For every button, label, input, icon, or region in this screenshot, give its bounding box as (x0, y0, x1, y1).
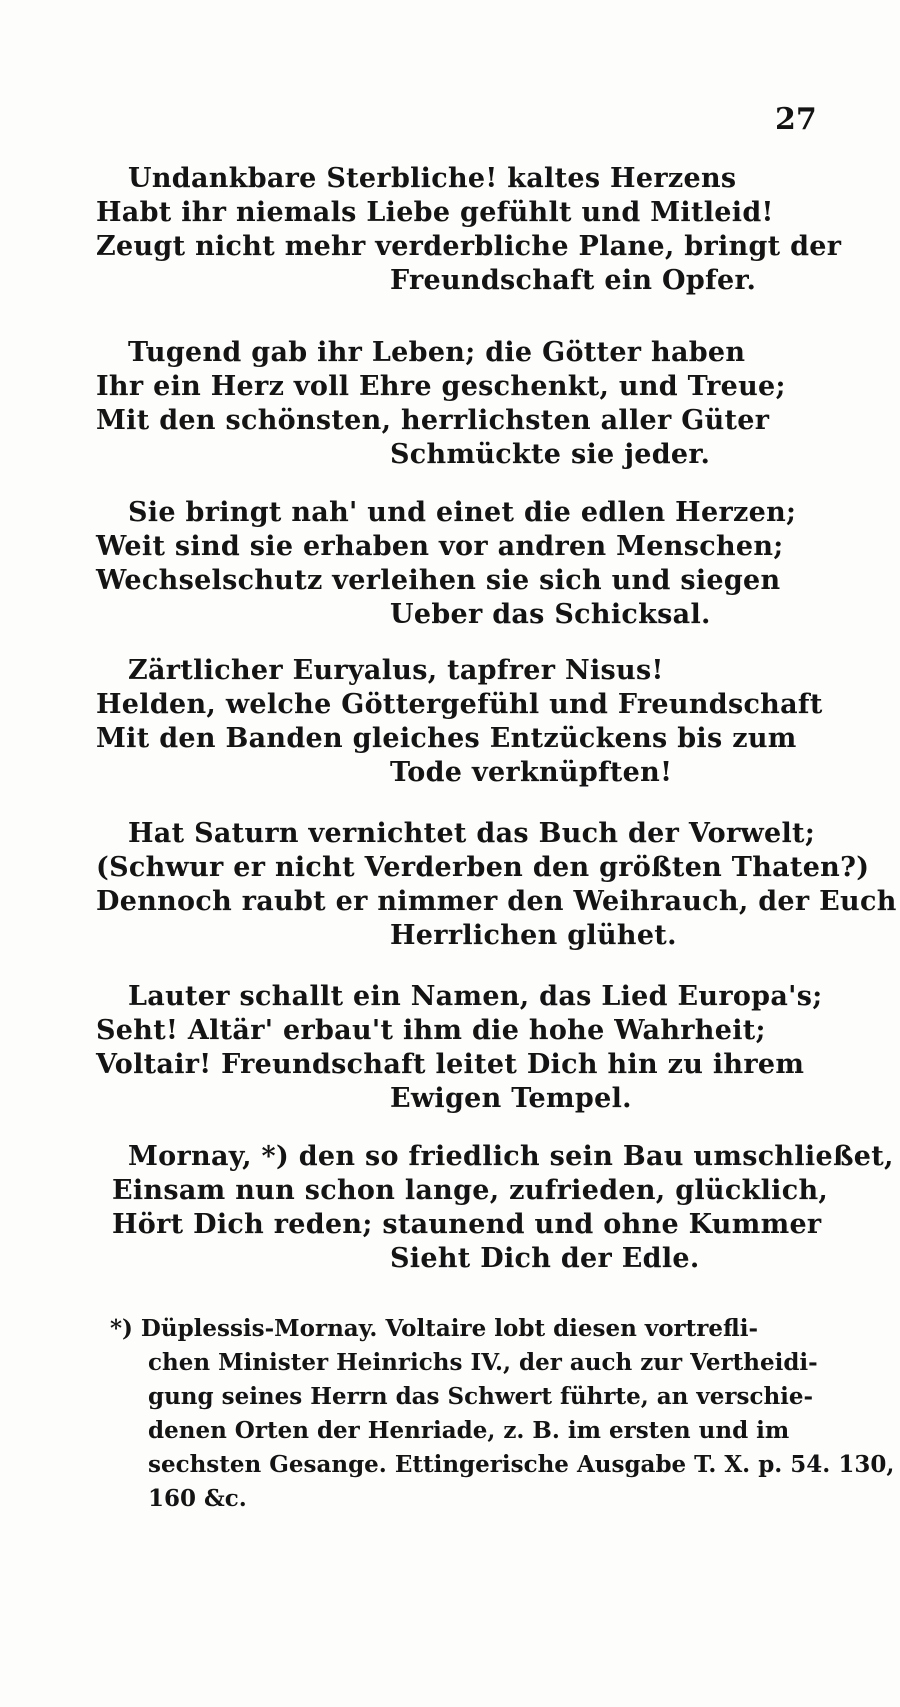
verse-line: Zeugt nicht mehr verderbliche Plane, bringt der (96, 231, 842, 262)
footnote-line: 160 &c. (148, 1485, 247, 1512)
verse-line: Zärtlicher Euryalus, tapfrer Nisus! (128, 655, 664, 686)
footnote (110, 1312, 895, 1516)
verse-line: Schmückte sie jeder. (390, 439, 711, 470)
verse-line: Mornay, *) den so friedlich sein Bau umschließet, (128, 1141, 894, 1172)
verse-line: Sieht Dich der Edle. (390, 1243, 700, 1274)
verse-line: Ueber das Schicksal. (390, 599, 711, 630)
verse-line: Tode verknüpften! (390, 757, 673, 788)
verse-line: Undankbare Sterbliche! kaltes Herzens (128, 163, 737, 194)
verse-line: Wechselschutz verleihen sie sich und siegen (96, 565, 781, 596)
verse-line: Einsam nun schon lange, zufrieden, glücklich, (112, 1175, 829, 1206)
verse-line: Weit sind sie erhaben vor andren Menschen; (96, 531, 784, 562)
footnote-line: denen Orten der Henriade, z. B. im ersten und im (148, 1417, 790, 1444)
verse-line: Freundschaft ein Opfer. (390, 265, 757, 296)
verse-line: (Schwur er nicht Verderben den größten Thaten?) (96, 852, 870, 883)
verse-line: Sie bringt nah' und einet die edlen Herzen; (128, 497, 797, 528)
verse-line: Mit den schönsten, herrlichsten aller Güter (96, 405, 770, 436)
verse-line: Habt ihr niemals Liebe gefühlt und Mitleid! (96, 197, 774, 228)
footnote-line: gung seines Herrn das Schwert führte, an verschie- (148, 1383, 814, 1410)
footnote-line: *) Düplessis-Mornay. Voltaire lobt diesen vortrefli- (110, 1315, 759, 1342)
verse-line: Hört Dich reden; staunend und ohne Kummer (112, 1209, 822, 1240)
verse-line: Voltair! Freundschaft leitet Dich hin zu ihrem (96, 1049, 805, 1080)
page-number: 27 (775, 102, 817, 137)
verse-line: Herrlichen glühet. (390, 920, 677, 951)
verse-line: Dennoch raubt er nimmer den Weihrauch, der Euch (96, 886, 897, 917)
footnote-line: sechsten Gesange. Ettingerische Ausgabe T. X. p. 54. 130, (148, 1451, 895, 1478)
verse-line: Mit den Banden gleiches Entzückens bis zum (96, 723, 797, 754)
verse-line: Ihr ein Herz voll Ehre geschenkt, und Treue; (96, 371, 786, 402)
verse-line: Hat Saturn vernichtet das Buch der Vorwelt; (128, 818, 816, 849)
verse-line: Helden, welche Göttergefühl und Freundschaft (96, 689, 823, 720)
verse-line: Ewigen Tempel. (390, 1083, 632, 1114)
footnote-line: chen Minister Heinrichs IV., der auch zur Vertheidi- (148, 1349, 818, 1376)
verse-line: Seht! Altär' erbau't ihm die hohe Wahrheit; (96, 1015, 766, 1046)
verse-line: Tugend gab ihr Leben; die Götter haben (128, 337, 746, 368)
verse-line: Lauter schallt ein Namen, das Lied Europa's; (128, 981, 823, 1012)
